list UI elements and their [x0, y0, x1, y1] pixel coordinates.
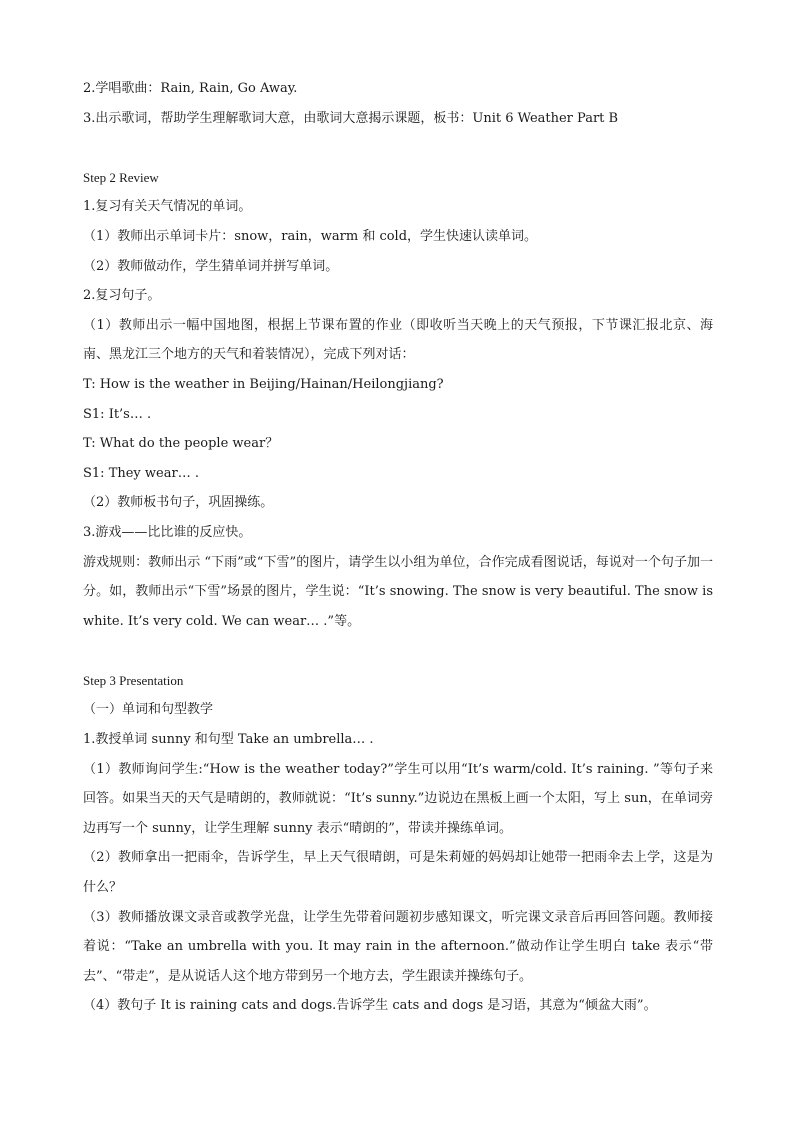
text-line: （1）教师出示单词卡片：snow，rain，warm 和 cold，学生快速认读单词。 — [83, 228, 538, 244]
text-line: （4）教句子 It is raining cats and dogs.告诉学生 cats and dogs 是习语，其意为“倾盆大雨”。 — [83, 998, 657, 1014]
paragraph: （1）教师出示一幅中国地图，根据上节课布置的作业（即收听当天晚上的天气预报，下节课汇报北京、海南、黑龙江三个地方的天气和着装情况），完成下列对话： — [83, 317, 713, 363]
text-line: 2.复习句子。 — [83, 288, 161, 304]
paragraph: （1）教师询问学生:“How is the weather today?”学生可以用“It’s warm/cold. It’s raining. ”等句子来回答。如果当天的天气是晴朗的，教师就说：“It’s sunny.”边说边在黑板上画一个太阳，写上 sun，在单词旁边再写一个 sunny，让学生理解 sunny 表示“晴朗的”，带读并操练单词。 — [83, 761, 713, 836]
dialogue-line: S1: They wear… . — [83, 465, 199, 481]
text-line: （2）教师做动作，学生猜单词并拼写单词。 — [83, 258, 339, 274]
paragraph: （3）教师播放课文录音或教学光盘，让学生先带着问题初步感知课文，听完课文录音后再回答问题。教师接着说：“Take an umbrella with you. It may rain in the afternoon.”做动作让学生明白 take 表示“带去”、“带走”，是从说话人这个地方带到另一个地方去，学生跟读并操练句子。 — [83, 909, 713, 984]
paragraph: 游戏规则：教师出示 “下雨”或“下雪”的图片，请学生以小组为单位，合作完成看图说话，每说对一个句子加一分。如，教师出示“下雪”场景的图片，学生说：“It’s snowing. The snow is very beautiful. The snow is white. It’s very cold. We can wear… .”等。 — [83, 554, 713, 629]
section-heading-review: Step 2 Review — [83, 169, 159, 185]
dialogue-line: T: How is the weather in Beijing/Hainan/Heilongjiang? — [83, 376, 444, 392]
dialogue-line: S1: It’s… . — [83, 406, 152, 422]
text-line: 1.复习有关天气情况的单词。 — [83, 199, 252, 215]
text-line: （一）单词和句型教学 — [83, 702, 214, 718]
blank-line — [83, 133, 713, 163]
text-line: （2）教师板书句子，巩固操练。 — [83, 495, 274, 511]
document-body — [83, 74, 713, 1021]
text-line: 3.出示歌词，帮助学生理解歌词大意，由歌词大意揭示课题，板书：Unit 6 Weather Part B — [83, 110, 619, 126]
blank-line — [83, 636, 713, 666]
text-line: 1.教授单词 sunny 和句型 Take an umbrella… . — [83, 732, 374, 748]
text-line: 2.学唱歌曲：Rain, Rain, Go Away. — [83, 81, 298, 96]
paragraph: （2）教师拿出一把雨伞，告诉学生，早上天气很晴朗，可是朱莉娅的妈妈却让她带一把雨伞去上学，这是为什么？ — [83, 850, 713, 896]
section-heading-presentation: Step 3 Presentation — [83, 672, 184, 688]
dialogue-line: T: What do the people wear？ — [83, 436, 279, 452]
text-line: 3.游戏——比比谁的反应快。 — [83, 524, 252, 540]
